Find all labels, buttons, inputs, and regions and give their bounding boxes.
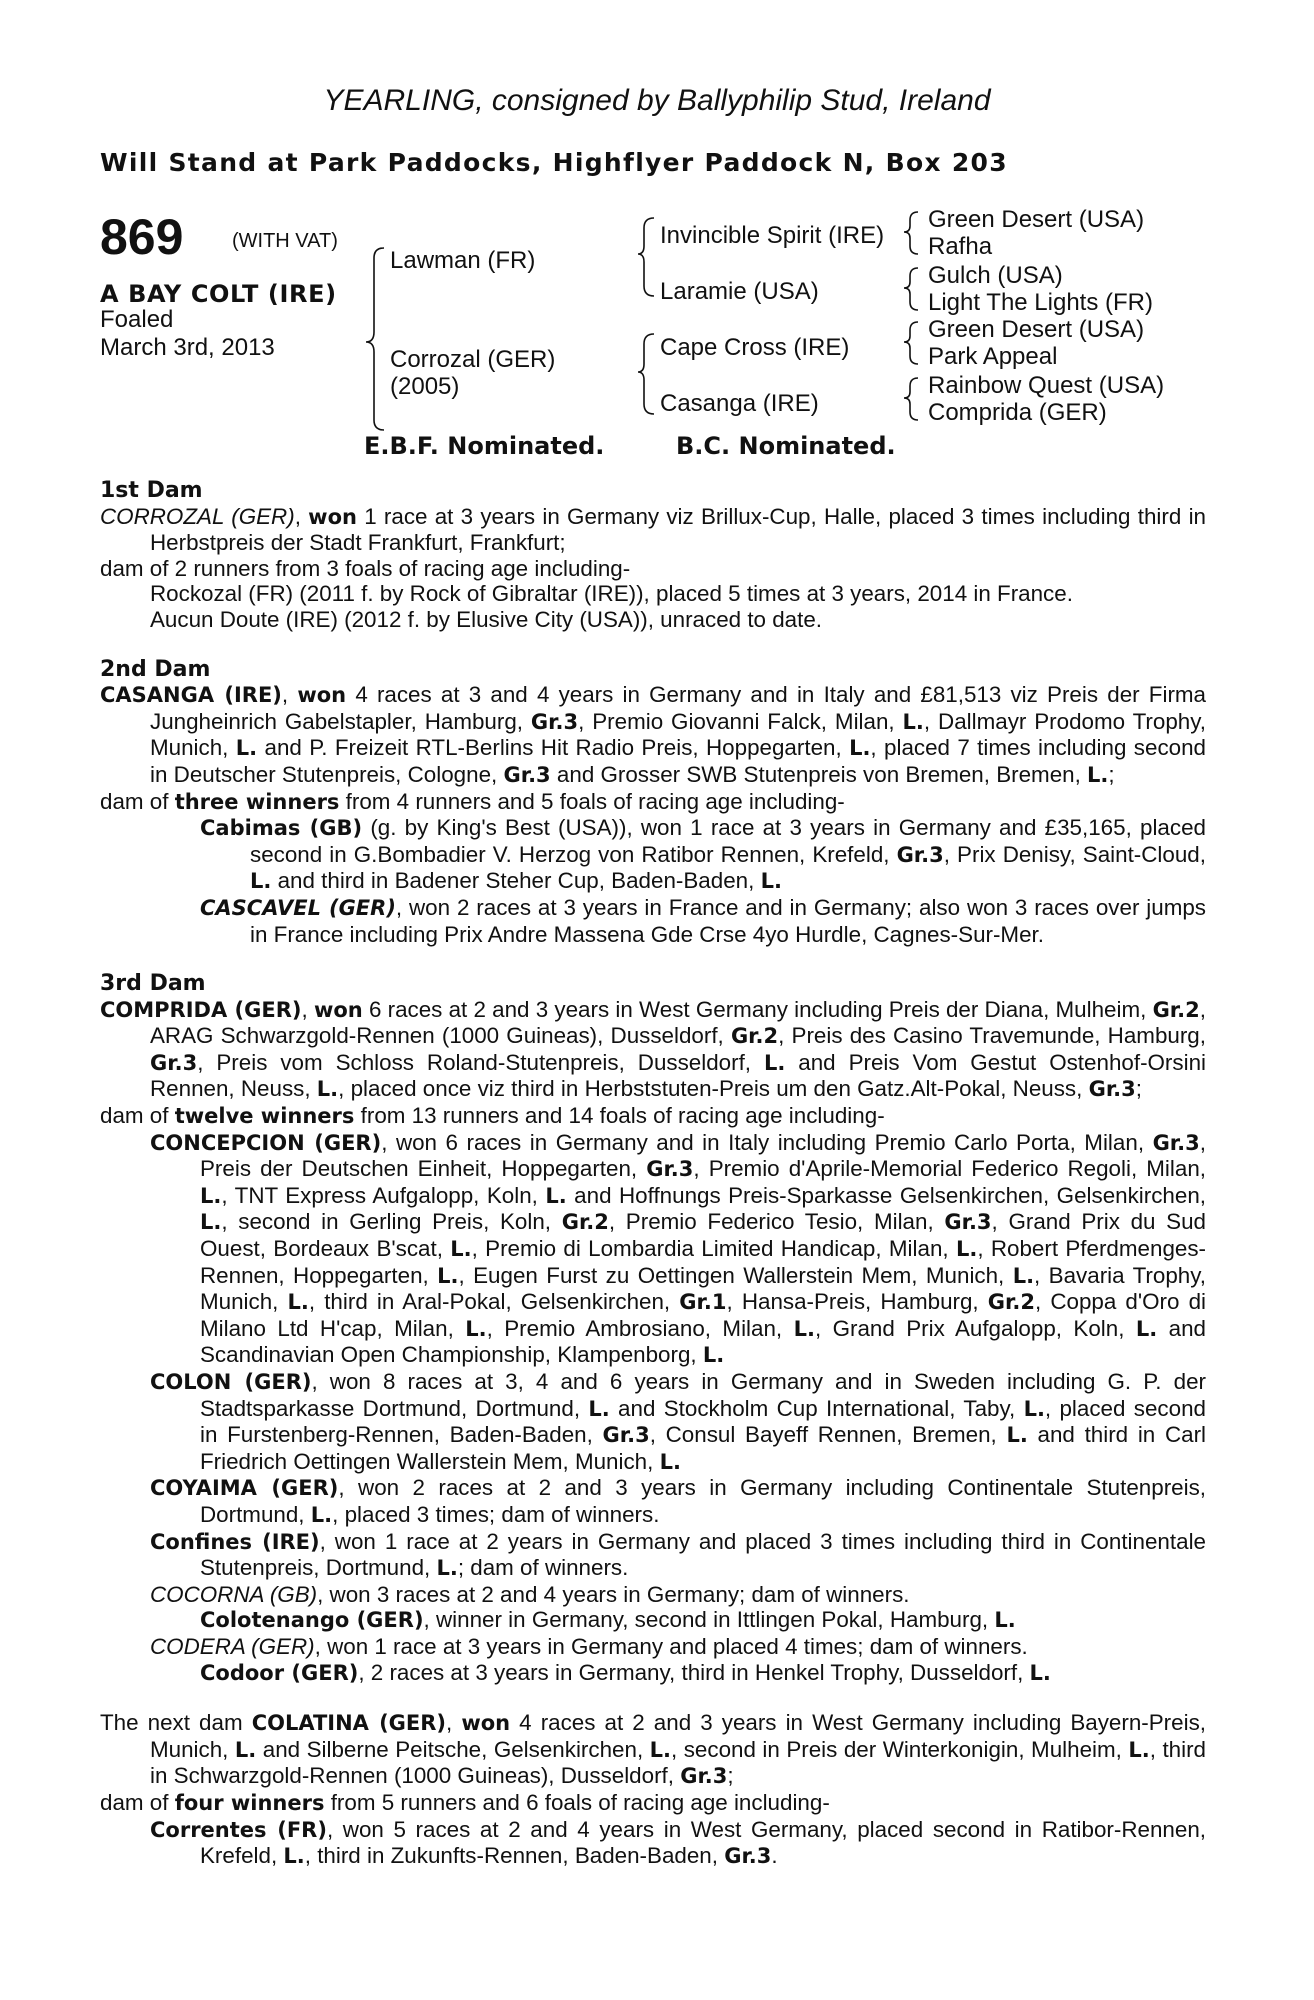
bc-nomination: B.C. Nominated.: [676, 432, 896, 460]
text-segment: L.: [902, 709, 924, 734]
dam-paragraph: [100, 789, 1206, 816]
text-segment: Codoor (GER): [200, 1660, 359, 1685]
text-segment: , 2 races at 3 years in Germany, third in Henkel Trophy, Dusseldorf,: [358, 1659, 1030, 1685]
text-segment: dam of: [100, 1789, 175, 1815]
text-segment: L.: [649, 1737, 672, 1762]
text-segment: COLATINA (GER): [251, 1711, 447, 1736]
text-segment: , won 2 races at 2 and 3 years in Germany including Continentale Stutenpreis, Dortmund,: [200, 1475, 1207, 1527]
text-segment: L.: [1006, 1423, 1028, 1448]
text-segment: L.: [465, 1316, 487, 1341]
text-segment: Gr.3: [646, 1157, 694, 1182]
text-segment: L.: [436, 1556, 458, 1581]
text-segment: ;: [727, 1763, 734, 1789]
text-segment: Gr.2: [730, 1024, 779, 1049]
text-segment: won: [461, 1711, 511, 1736]
text-segment: Gr.2: [561, 1210, 609, 1235]
text-segment: , Coppa d'Oro di Milano Ltd H'cap, Milan,: [200, 1289, 1207, 1341]
text-segment: L.: [437, 1263, 459, 1288]
text-segment: and third in Carl Friedrich Oettingen Wallerstein Mem, Munich,: [200, 1422, 1207, 1474]
text-segment: , won 1 race at 3 years in Germany and placed 4 times; dam of winners.: [314, 1633, 1028, 1659]
text-segment: , second in Gerling Preis, Koln,: [221, 1209, 562, 1235]
text-segment: , ARAG Schwarzgold-Rennen (1000 Guineas), Dusseldorf,: [150, 996, 1206, 1049]
text-segment: , won 1 race at 2 years in Germany and placed 3 times including third in Continentale Stutenpreis, Dortmund,: [200, 1528, 1206, 1581]
text-segment: L.: [1029, 1660, 1051, 1685]
text-segment: Gr.3: [1088, 1077, 1136, 1102]
progeny-entry: [100, 1607, 1206, 1634]
dam-section: [100, 971, 1206, 1686]
text-segment: 1 race at 3 years in Germany viz Brillux-Cup, Halle, placed 3 times including third in Herbstpreis der Stadt Frankfurt, Frankfurt;: [150, 503, 1206, 556]
pedigree-dam-sire: Cape Cross (IRE): [660, 334, 850, 361]
text-segment: twelve winners: [174, 1104, 355, 1129]
text-segment: Aucun Doute (IRE) (2012 f. by Elusive City (USA)), unraced to date.: [150, 606, 823, 632]
text-segment: won: [297, 683, 347, 708]
text-segment: , Premio Giovanni Falck, Milan,: [578, 708, 903, 734]
text-segment: L.: [994, 1608, 1016, 1633]
dam-paragraph: [100, 1103, 1206, 1130]
text-segment: COMPRIDA (GER): [100, 997, 302, 1022]
text-segment: ,: [281, 682, 298, 708]
progeny-entry: [100, 895, 1206, 947]
text-segment: L.: [659, 1449, 681, 1474]
text-segment: , third in Schwarzgold-Rennen (1000 Guineas), Dusseldorf,: [150, 1736, 1207, 1789]
text-segment: and Hoffnungs Preis-Sparkasse Gelsenkirchen, Gelsenkirchen,: [566, 1182, 1206, 1208]
text-segment: Gr.3: [1152, 1130, 1200, 1155]
text-segment: ,: [294, 503, 309, 529]
vat-note: (WITH VAT): [232, 230, 338, 252]
dam-paragraph: [100, 504, 1206, 556]
text-segment: ; dam of winners.: [457, 1555, 629, 1581]
pedigree-gen3-3: Gulch (USA): [928, 262, 1063, 289]
text-segment: dam of: [100, 1103, 175, 1129]
text-segment: , Bavaria Trophy, Munich,: [200, 1262, 1206, 1315]
text-segment: L.: [283, 1844, 305, 1869]
text-segment: L.: [955, 1237, 978, 1262]
text-segment: and Silberne Peitsche, Gelsenkirchen,: [256, 1736, 650, 1762]
text-segment: L.: [763, 1050, 786, 1075]
text-segment: from 4 runners and 5 foals of racing age including-: [339, 788, 845, 814]
text-segment: from 13 runners and 14 foals of racing age including-: [354, 1103, 885, 1129]
pedigree-dam: Corrozal (GER): [390, 346, 556, 373]
text-segment: Gr.3: [896, 842, 944, 867]
text-segment: four winners: [174, 1790, 325, 1815]
text-segment: L.: [250, 869, 272, 894]
text-segment: ,: [301, 996, 314, 1022]
text-segment: , third in Aral-Pokal, Gelsenkirchen,: [308, 1289, 680, 1315]
progeny-entry: [100, 1817, 1206, 1870]
progeny-entry: [100, 1475, 1206, 1528]
progeny-entry: [100, 1634, 1206, 1660]
dam-paragraph: [100, 1710, 1206, 1790]
text-segment: , won 3 races at 2 and 4 years in Germany; dam of winners.: [317, 1581, 910, 1607]
text-segment: , placed 7 times including second in Deutscher Stutenpreis, Cologne,: [150, 735, 1206, 787]
text-segment: Gr.3: [602, 1423, 650, 1448]
text-segment: The next dam: [100, 1710, 252, 1736]
text-segment: Cabimas (GB): [200, 816, 363, 841]
text-segment: L.: [200, 1210, 222, 1235]
text-segment: L.: [793, 1316, 815, 1341]
text-segment: , Premio d'Aprile-Memorial Federico Regoli, Milan,: [693, 1156, 1206, 1182]
text-segment: L.: [235, 736, 258, 761]
foaled-date: March 3rd, 2013: [100, 334, 275, 361]
text-segment: CASANGA (IRE): [100, 683, 282, 708]
text-segment: , third in Zukunfts-Rennen, Baden-Baden,: [304, 1843, 725, 1869]
pedigree-gen3-2: Rafha: [928, 233, 993, 260]
text-segment: , TNT Express Aufgalopp, Koln,: [221, 1182, 546, 1208]
dam-section: [100, 1710, 1206, 1870]
text-segment: three winners: [174, 789, 340, 814]
text-segment: , placed once viz third in Herbststuten-Preis um den Gatz.Alt-Pokal, Neuss,: [338, 1076, 1089, 1102]
section-heading: 1st Dam: [100, 478, 203, 503]
text-segment: ,: [446, 1710, 462, 1736]
text-segment: L.: [200, 1183, 222, 1208]
text-segment: , Prix Denisy, Saint-Cloud,: [943, 841, 1206, 867]
text-segment: L.: [545, 1183, 567, 1208]
text-segment: COLON (GER): [150, 1370, 312, 1394]
text-segment: Correntes (FR): [150, 1817, 327, 1842]
text-segment: , Grand Prix du Sud Ouest, Bordeaux B'scat,: [200, 1209, 1206, 1262]
text-segment: 4 races at 2 and 3 years in West Germany including Bayern-Preis, Munich,: [150, 1710, 1206, 1762]
text-segment: dam of 2 runners from 3 foals of racing age including-: [100, 555, 631, 581]
dam-section: [100, 657, 1206, 948]
text-segment: COYAIMA (GER): [150, 1476, 339, 1501]
text-segment: 6 races at 2 and 3 years in West Germany including Preis der Diana, Mulheim,: [362, 996, 1153, 1022]
pedigree-gen3-4: Light The Lights (FR): [928, 289, 1153, 316]
text-segment: L.: [234, 1737, 257, 1762]
text-segment: and Preis Vom Gestut Ostenhof-Orsini Rennen, Neuss,: [150, 1049, 1206, 1102]
text-segment: , Consul Bayeff Rennen, Bremen,: [649, 1422, 1007, 1448]
text-segment: L.: [1087, 762, 1109, 787]
text-segment: , Preis des Casino Travemunde, Hamburg,: [778, 1023, 1206, 1049]
dam-section: [100, 478, 1206, 633]
text-segment: L.: [702, 1343, 725, 1368]
text-segment: won: [313, 997, 363, 1022]
text-segment: , Hansa-Preis, Hamburg,: [726, 1289, 988, 1315]
lot-number: 869: [100, 209, 184, 265]
dam-paragraph: [100, 1790, 1206, 1817]
pedigree-gen3-7: Rainbow Quest (USA): [928, 372, 1165, 399]
text-segment: Gr.3: [680, 1764, 728, 1789]
text-segment: Gr.3: [503, 762, 551, 787]
text-segment: Colotenango (GER): [200, 1608, 424, 1633]
text-segment: Gr.2: [1152, 997, 1200, 1022]
pedigree-sire-dam: Laramie (USA): [660, 278, 819, 305]
text-segment: Rockozal (FR) (2011 f. by Rock of Gibraltar (IRE)), placed 5 times at 3 years, 2014 in France.: [150, 581, 1073, 607]
section-heading: 2nd Dam: [100, 656, 211, 682]
consignment-heading: YEARLING, consigned by Ballyphilip Stud, Ireland: [323, 84, 991, 117]
text-segment: .: [771, 1843, 778, 1869]
text-segment: L.: [316, 1077, 339, 1102]
text-segment: Gr.3: [150, 1050, 198, 1075]
text-segment: L.: [588, 1396, 610, 1421]
text-segment: CONCEPCION (GER): [150, 1130, 382, 1155]
text-segment: and Stockholm Cup International, Taby,: [609, 1395, 1024, 1421]
text-segment: , won 8 races at 3, 4 and 6 years in Germany and in Sweden including G. P. der Stadtsparkasse Dortmund, Dortmund,: [200, 1369, 1206, 1421]
text-segment: Confines (IRE): [150, 1529, 320, 1554]
pedigree-sire-sire: Invincible Spirit (IRE): [660, 222, 885, 249]
text-segment: , placed second in Furstenberg-Rennen, Baden-Baden,: [200, 1395, 1206, 1448]
stand-location: Will Stand at Park Paddocks, Highflyer Paddock N, Box 203: [100, 148, 1008, 177]
text-segment: , Eugen Furst zu Oettingen Wallerstein Mem, Munich,: [458, 1262, 1013, 1288]
text-segment: from 5 runners and 6 foals of racing age including-: [324, 1789, 830, 1815]
text-segment: and third in Badener Steher Cup, Baden-Baden,: [271, 868, 761, 894]
progeny-entry: [100, 1582, 1206, 1608]
dam-paragraph: [100, 682, 1206, 788]
progeny-entry: [100, 1660, 1206, 1687]
text-segment: and Grosser SWB Stutenpreis von Bremen, Bremen,: [550, 761, 1088, 787]
text-segment: , Premio di Lombardia Limited Handicap, Milan,: [471, 1236, 956, 1262]
pedigree-gen3-6: Park Appeal: [928, 343, 1058, 370]
text-segment: Gr.1: [679, 1290, 727, 1315]
text-segment: (g. by King's Best (USA)), won 1 race at 3 years in Germany and £35,165, placed second in G.Bombadier V. Herzog von Ratibor Rennen, Krefeld,: [250, 815, 1206, 867]
text-segment: , Dallmayr Prodomo Trophy, Munich,: [150, 708, 1207, 761]
pedigree-brackets: [0, 0, 1314, 480]
dam-paragraph: [100, 997, 1206, 1103]
text-segment: , won 6 races in Germany and in Italy including Premio Carlo Porta, Milan,: [381, 1129, 1153, 1155]
text-segment: and Scandinavian Open Championship, Klampenborg,: [200, 1315, 1207, 1368]
text-segment: ;: [1135, 1076, 1143, 1102]
pedigree-sire: Lawman (FR): [390, 247, 536, 274]
text-segment: L.: [760, 869, 782, 894]
text-segment: , won 5 races at 2 and 4 years in West Germany, placed second in Ratibor-Rennen, Krefeld,: [200, 1816, 1206, 1869]
progeny-entry: [100, 607, 1206, 633]
lot-title: A BAY COLT (IRE): [100, 280, 337, 308]
text-segment: Gr.3: [724, 1844, 772, 1869]
text-segment: , Preis der Deutschen Einheit, Hoppegarten,: [200, 1129, 1206, 1182]
text-segment: L.: [1135, 1316, 1158, 1341]
text-segment: , won 2 races at 3 years in France and in Germany; also won 3 races over jumps in France including Prix Andre Massena Gde Crse 4yo Hurdle, Cagnes-Sur-Mer.: [250, 894, 1207, 947]
text-segment: L.: [1023, 1396, 1045, 1421]
text-segment: L.: [310, 1502, 333, 1527]
text-segment: CODERA (GER): [150, 1633, 315, 1659]
text-segment: CASCAVEL (GER): [200, 895, 396, 920]
text-segment: , winner in Germany, second in Ittlingen Pokal, Hamburg,: [423, 1607, 995, 1633]
text-segment: L.: [1012, 1263, 1035, 1288]
pedigree-dam-year: (2005): [390, 373, 460, 400]
text-segment: L.: [849, 736, 871, 761]
text-segment: CORROZAL (GER): [100, 503, 295, 529]
text-segment: , second in Preis der Winterkonigin, Mulheim,: [671, 1736, 1129, 1762]
text-segment: Gr.3: [944, 1210, 992, 1235]
text-segment: , Premio Ambrosiano, Milan,: [486, 1315, 794, 1341]
text-segment: Gr.3: [530, 709, 579, 734]
text-segment: , Preis vom Schloss Roland-Stutenpreis, Dusseldorf,: [197, 1049, 764, 1075]
text-segment: won: [308, 504, 357, 529]
progeny-entry: [100, 1130, 1206, 1369]
foaled-label: Foaled: [100, 306, 174, 333]
progeny-entry: [100, 1369, 1206, 1475]
text-segment: dam of: [100, 788, 175, 814]
text-segment: L.: [450, 1237, 472, 1262]
text-segment: , Premio Federico Tesio, Milan,: [608, 1209, 945, 1235]
dam-paragraph: [100, 556, 1206, 582]
text-segment: Gr.2: [987, 1290, 1035, 1315]
text-segment: COCORNA (GB): [150, 1581, 318, 1607]
text-segment: L.: [287, 1290, 309, 1315]
progeny-entry: [100, 581, 1206, 607]
progeny-entry: [100, 1529, 1206, 1582]
text-segment: L.: [1128, 1737, 1150, 1762]
text-segment: 4 races at 3 and 4 years in Germany and in Italy and £81,513 viz Preis der Firma Jungheinrich Gabelstapler, Hamburg,: [150, 682, 1207, 734]
pedigree-dam-dam: Casanga (IRE): [660, 390, 819, 417]
pedigree-gen3-5: Green Desert (USA): [928, 316, 1145, 343]
catalogue-body: [100, 478, 1206, 1870]
pedigree-gen3-1: Green Desert (USA): [928, 206, 1145, 233]
pedigree-gen3-8: Comprida (GER): [928, 399, 1107, 426]
section-heading: 3rd Dam: [100, 971, 206, 997]
text-segment: ;: [1108, 761, 1115, 787]
progeny-entry: [100, 815, 1206, 895]
ebf-nomination: E.B.F. Nominated.: [364, 432, 605, 460]
text-segment: , placed 3 times; dam of winners.: [332, 1501, 660, 1527]
text-segment: , Robert Pferdmenges-Rennen, Hoppegarten,: [200, 1236, 1207, 1288]
text-segment: and P. Freizeit RTL-Berlins Hit Radio Preis, Hoppegarten,: [257, 735, 850, 761]
text-segment: , Grand Prix Aufgalopp, Koln,: [814, 1315, 1136, 1341]
